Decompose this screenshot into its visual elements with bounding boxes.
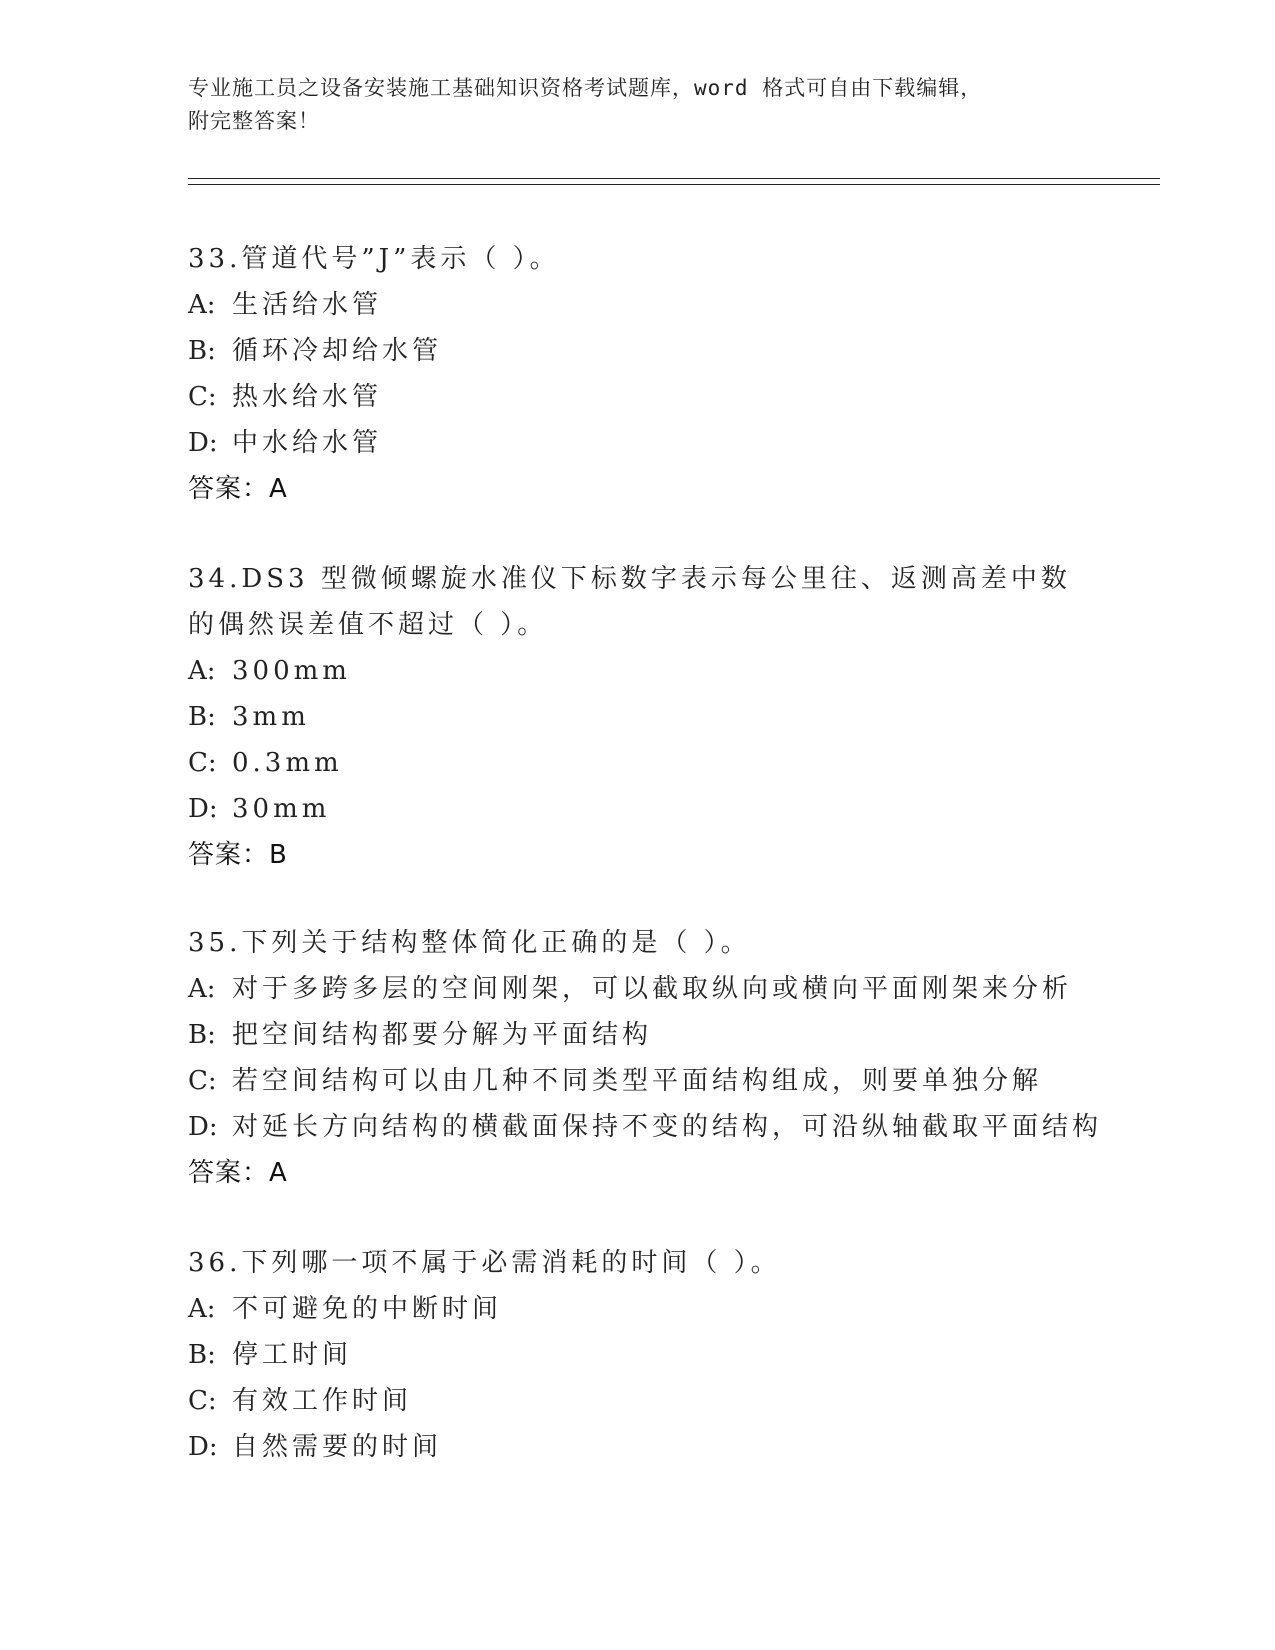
answer-label: 答案： xyxy=(188,840,270,870)
option-text: 有效工作时间 xyxy=(232,1386,413,1416)
option-c xyxy=(188,740,1088,786)
option-b xyxy=(188,328,1088,374)
option-text: 自然需要的时间 xyxy=(232,1432,443,1462)
option-key: A: xyxy=(188,974,216,1004)
header-divider-bottom xyxy=(188,184,1160,185)
question-stem: 34.DS3 型微倾螺旋水准仪下标数字表示每公里往、返测高差中数的偶然误差值不超过（ ）。 xyxy=(188,564,1071,640)
option-key: C: xyxy=(188,1386,217,1416)
header-divider-top xyxy=(188,178,1160,179)
option-text: 对于多跨多层的空间刚架，可以截取纵向或横向平面刚架来分析 xyxy=(232,974,1073,1004)
option-key: B: xyxy=(188,336,216,366)
option-c xyxy=(188,1378,1088,1424)
option-text: 不可避免的中断时间 xyxy=(232,1294,503,1324)
option-text: 把空间结构都要分解为平面结构 xyxy=(232,1020,653,1050)
option-key: D: xyxy=(188,1112,218,1142)
option-text: 停工时间 xyxy=(232,1340,353,1370)
option-text: 若空间结构可以由几种不同类型平面结构组成，则要单独分解 xyxy=(232,1066,1043,1096)
document-header xyxy=(188,72,1068,138)
option-a xyxy=(188,648,1088,694)
question-34 xyxy=(188,556,1088,878)
option-text: 循环冷却给水管 xyxy=(232,336,443,366)
header-line-2: 附完整答案！ xyxy=(188,109,320,133)
answer-value: A xyxy=(269,474,288,504)
option-b xyxy=(188,1332,1088,1378)
option-a xyxy=(188,966,1088,1012)
answer-line xyxy=(188,466,1088,512)
option-b xyxy=(188,1012,1088,1058)
option-text: 热水给水管 xyxy=(232,382,383,412)
option-key: C: xyxy=(188,382,217,412)
header-line-1: 专业施工员之设备安装施工基础知识资格考试题库，word 格式可自由下载编辑， xyxy=(188,76,983,100)
option-a xyxy=(188,1286,1088,1332)
option-key: C: xyxy=(188,1066,217,1096)
option-text: 30mm xyxy=(232,794,331,824)
option-key: B: xyxy=(188,702,216,732)
option-key: A: xyxy=(188,656,216,686)
option-key: D: xyxy=(188,794,218,824)
option-key: A: xyxy=(188,290,216,320)
answer-value: A xyxy=(269,1158,288,1188)
option-c xyxy=(188,1058,1088,1104)
option-c xyxy=(188,374,1088,420)
option-d xyxy=(188,1104,1103,1150)
option-key: D: xyxy=(188,1432,218,1462)
answer-value: B xyxy=(269,840,288,870)
option-key: A: xyxy=(188,1294,216,1324)
answer-line xyxy=(188,832,1088,878)
option-d xyxy=(188,420,1088,466)
option-text: 300mm xyxy=(232,656,351,686)
option-key: C: xyxy=(188,748,217,778)
question-33 xyxy=(188,236,1088,512)
option-key: B: xyxy=(188,1020,216,1050)
question-36 xyxy=(188,1240,1088,1470)
question-35 xyxy=(188,920,1103,1196)
option-text: 中水给水管 xyxy=(232,428,383,458)
answer-label: 答案： xyxy=(188,1158,270,1188)
option-text: 对延长方向结构的横截面保持不变的结构，可沿纵轴截取平面结构 xyxy=(232,1112,1103,1142)
answer-line xyxy=(188,1150,1088,1196)
option-key: D: xyxy=(188,428,218,458)
answer-label: 答案： xyxy=(188,474,270,504)
option-b xyxy=(188,694,1088,740)
option-a xyxy=(188,282,1088,328)
question-stem: 35.下列关于结构整体简化正确的是（ ）。 xyxy=(188,928,751,958)
question-stem: 33.管道代号”J”表示（ ）。 xyxy=(188,244,560,274)
option-text: 3mm xyxy=(232,702,310,732)
option-text: 0.3mm xyxy=(232,748,343,778)
option-d xyxy=(188,786,1088,832)
question-stem: 36.下列哪一项不属于必需消耗的时间（ ）。 xyxy=(188,1248,781,1278)
option-key: B: xyxy=(188,1340,216,1370)
option-d xyxy=(188,1424,1088,1470)
option-text: 生活给水管 xyxy=(232,290,383,320)
